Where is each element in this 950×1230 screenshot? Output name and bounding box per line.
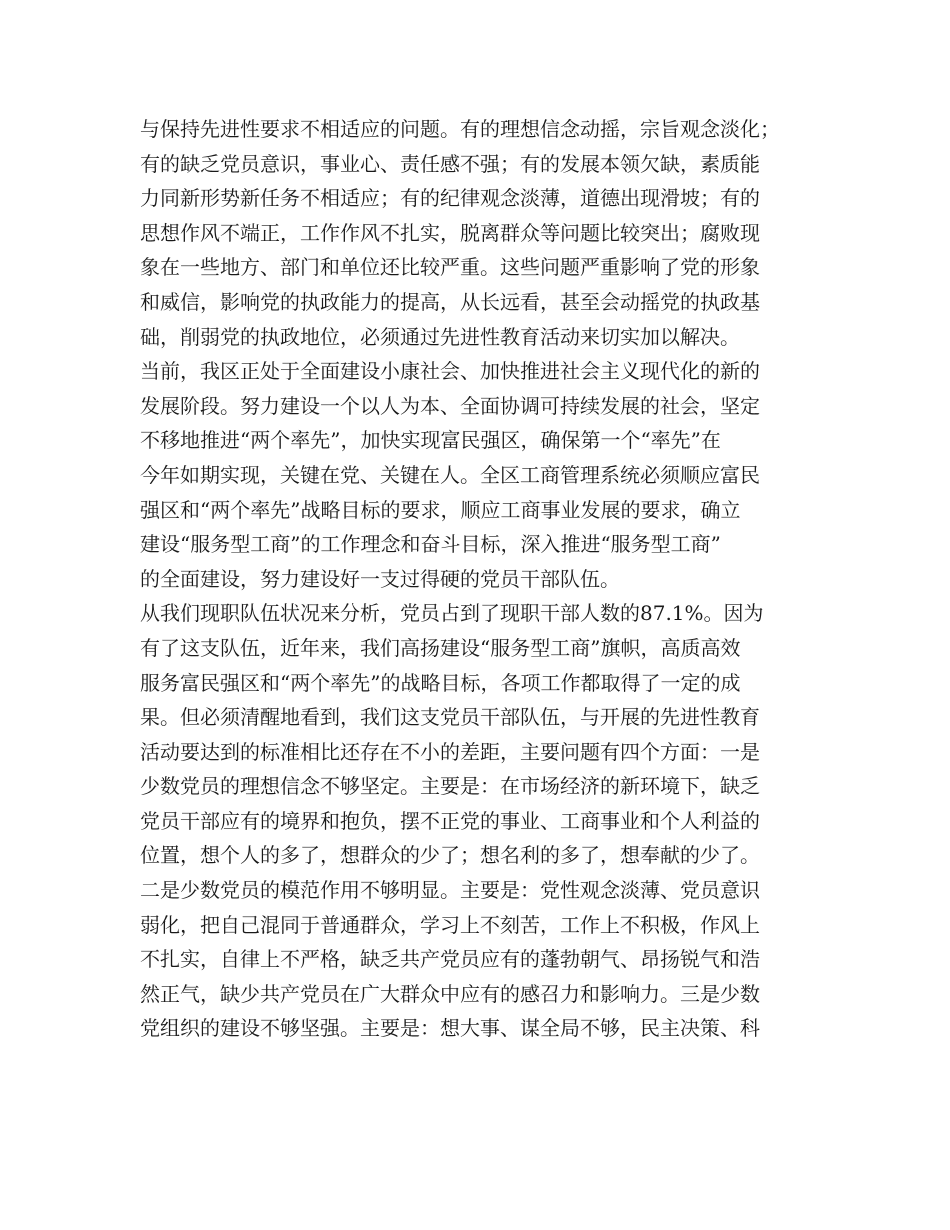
text-line: 从我们现职队伍状况来分析，党员占到了现职干部人数的87.1%。因为: [140, 601, 764, 626]
text-line: 不扎实，自律上不严格，缺乏共产党员应有的蓬勃朝气、昂扬锐气和浩: [140, 947, 760, 972]
text-line: 思想作风不端正，工作作风不扎实，脱离群众等问题比较突出；腐败现: [140, 220, 760, 245]
text-line: 象在一些地方、部门和单位还比较严重。这些问题严重影响了党的形象: [140, 255, 760, 280]
text-line: 和威信，影响党的执政能力的提高，从长远看，甚至会动摇党的执政基: [140, 289, 760, 314]
text-line: 二是少数党员的模范作用不够明显。主要是：党性观念淡薄、党员意识: [140, 878, 760, 903]
text-line: 有了这支队伍，近年来，我们高扬建设“服务型工商”旗帜，高质高效: [140, 635, 741, 660]
text-line: 然正气，缺少共产党员在广大群众中应有的感召力和影响力。三是少数: [140, 981, 760, 1006]
text-line: 果。但必须清醒地看到，我们这支党员干部队伍，与开展的先进性教育: [140, 705, 760, 730]
text-line: 力同新形势新任务不相适应；有的纪律观念淡薄，道德出现滑坡；有的: [140, 186, 760, 211]
text-line: 今年如期实现，关键在党、关键在人。全区工商管理系统必须顺应富民: [140, 462, 760, 487]
text-line: 建设“服务型工商”的工作理念和奋斗目标，深入推进“服务型工商”: [140, 532, 721, 557]
text-line: 服务富民强区和“两个率先”的战略目标，各项工作都取得了一定的成: [140, 670, 741, 695]
text-line: 础，削弱党的执政地位，必须通过先进性教育活动来切实加以解决。: [140, 324, 740, 349]
text-line: 的全面建设，努力建设好一支过得硬的党员干部队伍。: [140, 566, 620, 591]
text-line: 位置，想个人的多了，想群众的少了；想名利的多了，想奉献的少了。: [140, 843, 760, 868]
text-line: 当前，我区正处于全面建设小康社会、加快推进社会主义现代化的新的: [140, 359, 760, 384]
body-text: [140, 112, 830, 1046]
text-line: 强区和“两个率先”战略目标的要求，顺应工商事业发展的要求，确立: [140, 497, 741, 522]
text-line: 有的缺乏党员意识，事业心、责任感不强；有的发展本领欠缺，素质能: [140, 151, 760, 176]
text-line: 与保持先进性要求不相适应的问题。有的理想信念动摇，宗旨观念淡化；: [140, 117, 780, 141]
text-line: 活动要达到的标准相比还存在不小的差距，主要问题有四个方面：一是: [140, 739, 760, 764]
text-line: 党组织的建设不够坚强。主要是：想大事、谋全局不够，民主决策、科: [140, 1016, 760, 1041]
text-line: 发展阶段。努力建设一个以人为本、全面协调可持续发展的社会，坚定: [140, 393, 760, 418]
text-line: 党员干部应有的境界和抱负，摆不正党的事业、工商事业和个人利益的: [140, 808, 760, 833]
text-line: 少数党员的理想信念不够坚定。主要是：在市场经济的新环境下，缺乏: [140, 774, 760, 799]
text-line: 不移地推进“两个率先”，加快实现富民强区，确保第一个“率先”在: [140, 428, 721, 453]
text-line: 弱化，把自己混同于普通群众，学习上不刻苦，工作上不积极，作风上: [140, 912, 760, 937]
